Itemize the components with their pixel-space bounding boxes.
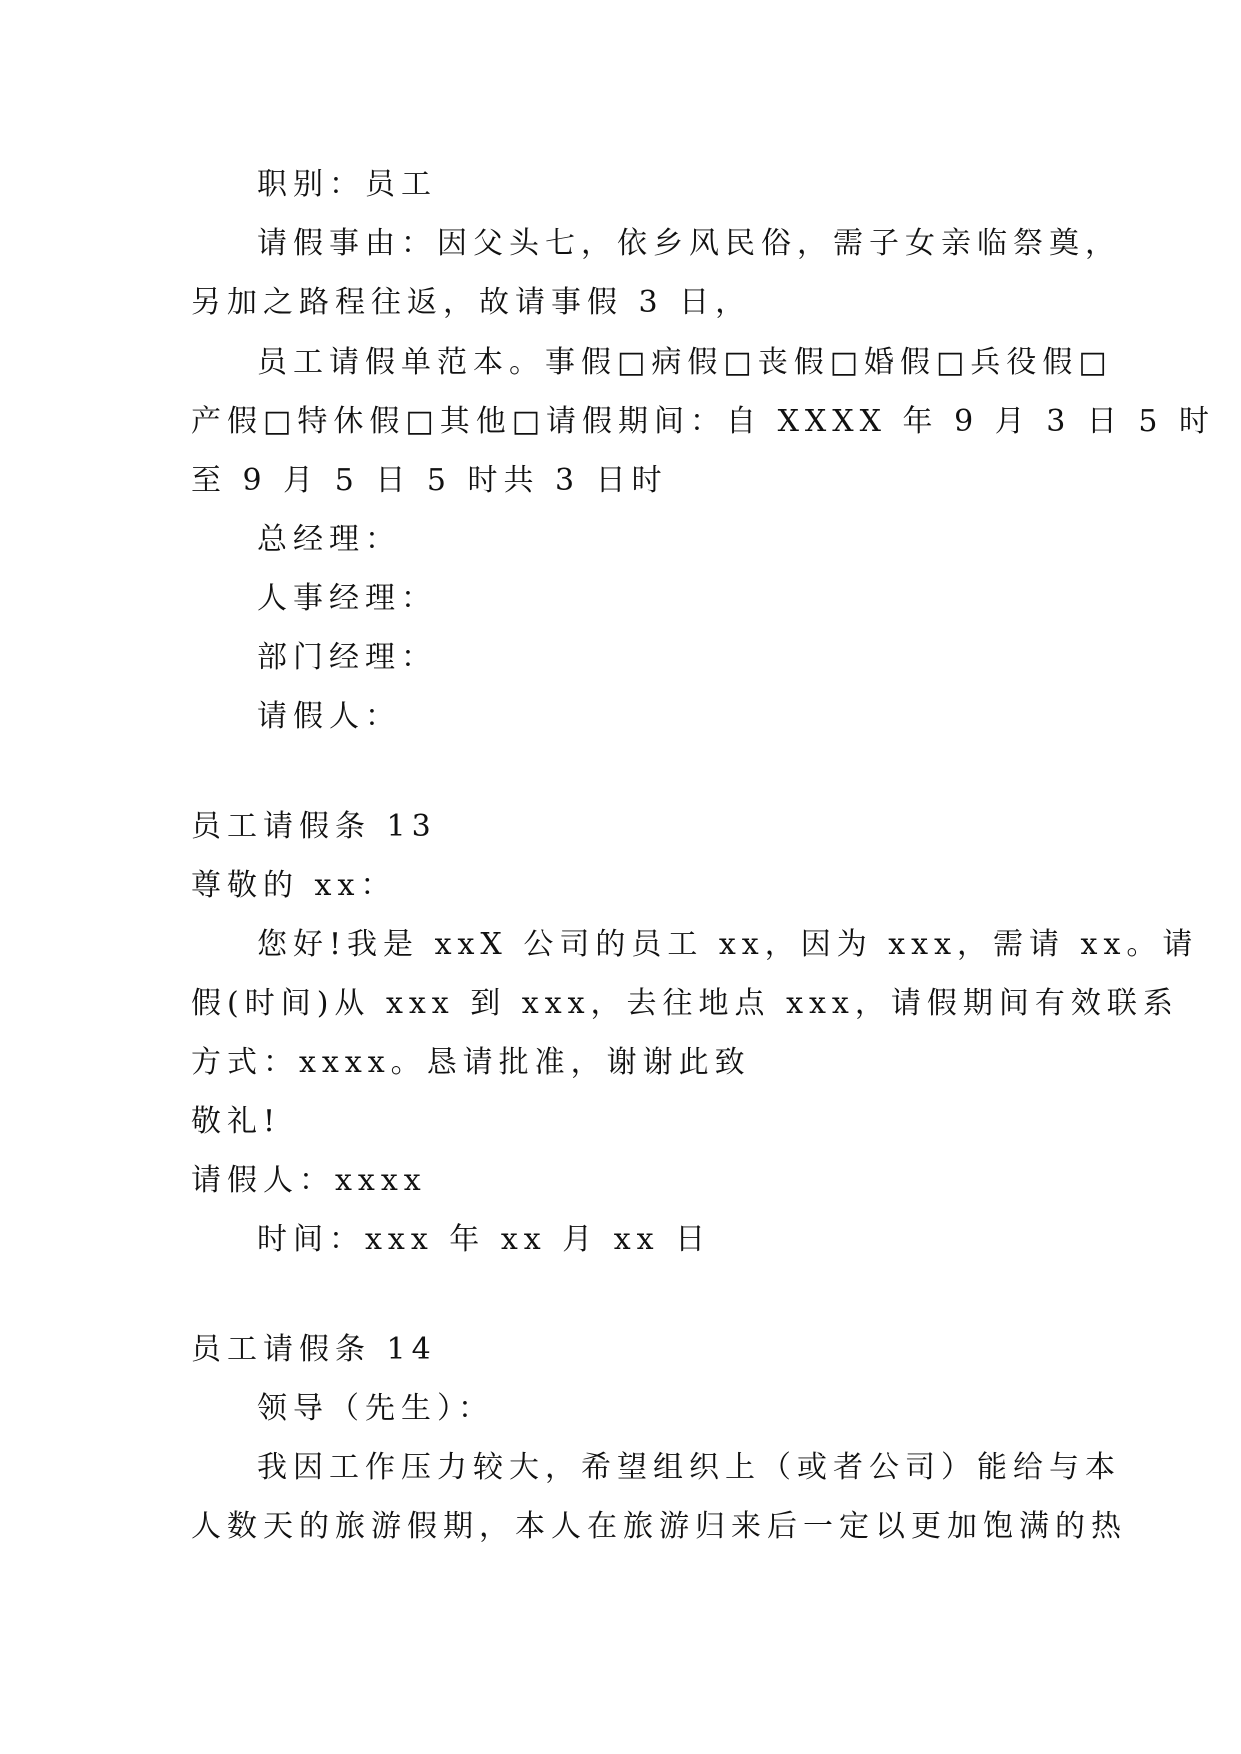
signature-line: 请假人：xxxx <box>191 1163 427 1198</box>
general-manager-label: 总经理： <box>257 522 401 557</box>
leave-period-line: 产假□特休假□其他□请假期间：自 XXXX 年 9 月 3 日 5 时 <box>191 404 1216 439</box>
body-line-3: 方式：xxxx。恳请批准，谢谢此致 <box>191 1045 751 1080</box>
addressee-line: 领导（先生）： <box>257 1391 494 1426</box>
leave-type-line: 员工请假单范本。事假□病假□丧假□婚假□兵役假□ <box>257 345 1113 380</box>
hr-manager-label: 人事经理： <box>257 581 437 616</box>
section-title-14: 员工请假条 14 <box>191 1332 437 1367</box>
salutation-line: 尊敬的 xx： <box>191 868 397 903</box>
section-title-13: 员工请假条 13 <box>191 809 437 844</box>
leave-reason-continued: 另加之路程往返，故请事假 3 日， <box>191 285 752 320</box>
request-line-2: 人数天的旅游假期，本人在旅游归来后一定以更加饱满的热 <box>191 1509 1127 1544</box>
leave-reason-line: 请假事由：因父头七，依乡风民俗，需子女亲临祭奠， <box>257 226 1121 261</box>
body-line-1: 您好!我是 xxX 公司的员工 xx，因为 xxx，需请 xx。请 <box>257 927 1199 962</box>
department-manager-label: 部门经理： <box>257 640 437 675</box>
body-line-2: 假(时间)从 xxx 到 xxx，去往地点 xxx，请假期间有效联系 <box>191 986 1179 1021</box>
applicant-label: 请假人： <box>257 699 401 734</box>
date-line: 时间：xxx 年 xx 月 xx 日 <box>257 1222 712 1257</box>
request-line-1: 我因工作压力较大，希望组织上（或者公司）能给与本 <box>257 1450 1121 1485</box>
position-line: 职别：员工 <box>257 167 437 202</box>
closing-line: 敬礼! <box>191 1104 282 1139</box>
leave-period-continued: 至 9 月 5 日 5 时共 3 日时 <box>191 463 668 498</box>
